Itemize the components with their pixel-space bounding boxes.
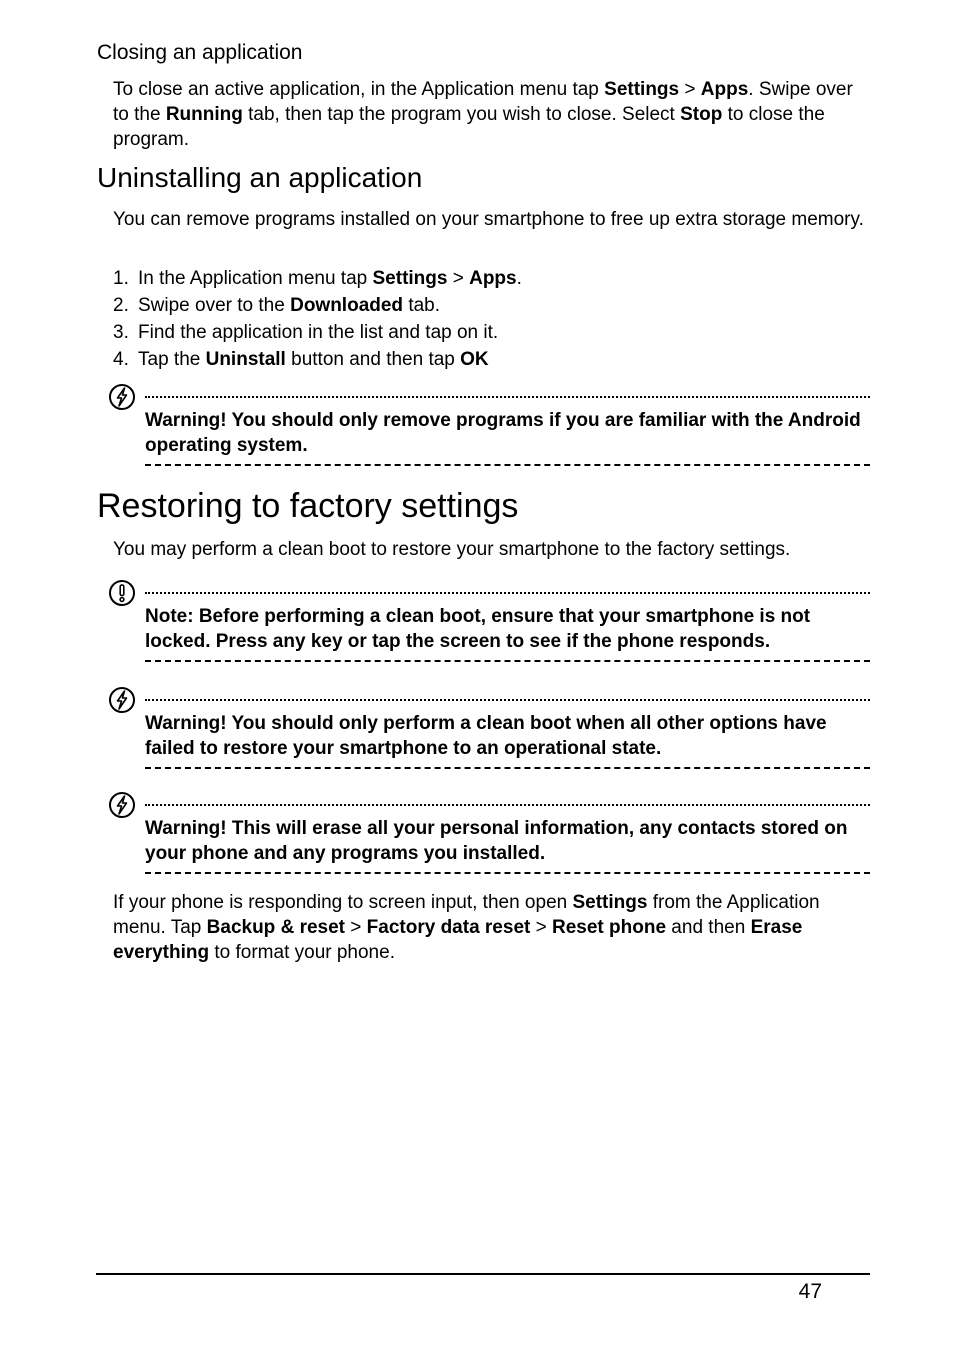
step-number: 4.: [113, 349, 129, 370]
ok-term: OK: [460, 349, 489, 370]
apps-term: Apps: [469, 268, 517, 289]
dashed-divider-bottom: [145, 660, 870, 662]
downloaded-term: Downloaded: [290, 295, 404, 316]
text: to close the program.: [113, 104, 825, 150]
dashed-divider-bottom: [145, 464, 870, 466]
step-number: 3.: [113, 322, 129, 343]
step-text: Find the application in the list and tap on it.: [138, 322, 499, 343]
settings-term: Settings: [372, 268, 448, 289]
list-item: [113, 265, 522, 292]
step-text: [138, 346, 489, 373]
list-item: [113, 319, 522, 346]
text: To close an active application, in the Application menu tap: [113, 79, 605, 100]
erase-everything-term: Erase everything: [113, 917, 803, 963]
list-item: [113, 346, 522, 373]
factory-reset-paragraph: [113, 890, 873, 965]
settings-term: Settings: [572, 892, 648, 913]
text: to format your phone.: [209, 942, 395, 963]
uninstall-warning-callout: [108, 396, 870, 466]
text: >: [679, 79, 701, 100]
uninstall-steps: [113, 265, 522, 373]
text: . Swipe over to the: [113, 79, 853, 125]
closing-app-heading: Closing an application: [97, 41, 303, 64]
text: and then: [666, 917, 751, 938]
list-item: [113, 292, 522, 319]
text: >: [530, 917, 552, 938]
restore-intro: You may perform a clean boot to restore your smartphone to the factory settings.: [113, 539, 791, 560]
running-term: Running: [165, 104, 243, 125]
text: >: [345, 917, 367, 938]
text: >: [447, 268, 470, 289]
settings-term: Settings: [604, 79, 680, 100]
text: tab.: [403, 295, 441, 316]
text: Swipe over to the: [138, 295, 291, 316]
dotted-divider-top: [145, 396, 870, 398]
erase-warning-callout: [108, 804, 870, 874]
backup-reset-term: Backup & reset: [206, 917, 345, 938]
dashed-divider-bottom: [145, 872, 870, 874]
stop-term: Stop: [680, 104, 723, 125]
step-text: [138, 292, 440, 319]
restore-heading: Restoring to factory settings: [97, 487, 519, 525]
note-text: Note: Before performing a clean boot, ensure that your smartphone is not locked. Press any key or tap the screen to see if the phone responds.: [145, 606, 811, 652]
step-number: 1.: [113, 268, 129, 289]
exclamation-circle-icon: [108, 579, 136, 607]
note-callout: [108, 592, 870, 662]
lightning-circle-icon: [108, 383, 136, 411]
uninstall-term: Uninstall: [205, 349, 286, 370]
step-number: 2.: [113, 295, 129, 316]
text: button and then tap: [285, 349, 461, 370]
text: Tap the: [138, 349, 206, 370]
uninstall-intro: You can remove programs installed on your smartphone to free up extra storage memory.: [113, 209, 864, 230]
text: .: [516, 268, 522, 289]
warning-text: Warning! You should only remove programs if you are familiar with the Android operating system.: [145, 410, 861, 456]
text: tab, then tap the program you wish to close. Select: [242, 104, 681, 125]
step-text: [138, 265, 522, 292]
dashed-divider-bottom: [145, 767, 870, 769]
dotted-divider-top: [145, 592, 870, 594]
reset-phone-term: Reset phone: [552, 917, 667, 938]
closing-app-paragraph: [113, 77, 873, 152]
text: from the Application menu. Tap: [113, 892, 820, 938]
text: In the Application menu tap: [138, 268, 373, 289]
factory-data-reset-term: Factory data reset: [366, 917, 531, 938]
dotted-divider-top: [145, 699, 870, 701]
apps-term: Apps: [700, 79, 749, 100]
dotted-divider-top: [145, 804, 870, 806]
clean-boot-warning-callout: [108, 699, 870, 769]
warning-text: Warning! This will erase all your personal information, any contacts stored on your phone and any programs you installed.: [145, 818, 848, 864]
uninstall-heading: Uninstalling an application: [97, 162, 423, 193]
footer-rule: [96, 1273, 870, 1275]
lightning-circle-icon: [108, 686, 136, 714]
warning-text: Warning! You should only perform a clean boot when all other options have failed to restore your smartphone to an operational state.: [145, 713, 827, 759]
lightning-circle-icon: [108, 791, 136, 819]
text: If your phone is responding to screen input, then open: [113, 892, 573, 913]
page-number: 47: [798, 1280, 822, 1303]
